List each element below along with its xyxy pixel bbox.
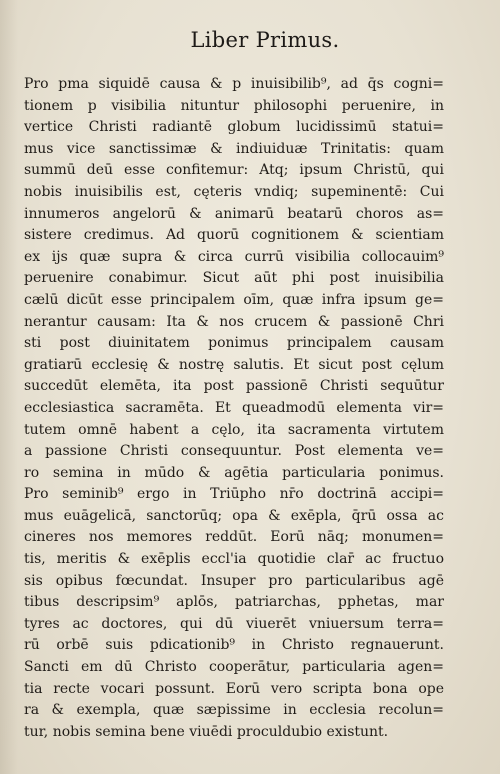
text-line: sti post diuinitatem ponimus principalem causam: [24, 335, 444, 352]
text-line: tis, meritis & exēplis eccl'ia quotidie clar̄ ac fructuo: [24, 551, 444, 568]
text-line: tibus descripsim⁹ aplōs, patriarchas, pphetas, mar: [24, 594, 444, 611]
text-line: nobis inuisibilis est, cęteris vndiq; supeminentē: Cui: [24, 183, 444, 200]
text-line: tutem omnē habent a cęlo, ita sacramenta virtutem: [24, 421, 444, 438]
text-line: summū deū esse confitemur: Atq; ipsum Christū, qui: [24, 162, 444, 179]
running-head: Liber Primus.: [190, 28, 340, 52]
text-line: Pro pma siquidē causa & p inuisibilib⁹, ad q̄s cogni=: [24, 76, 444, 92]
text-line: ex ijs quæ supra & circa currū visibilia collocauim⁹: [24, 248, 444, 265]
text-line: mus euāgelicā, sanctorūq; opa & exēpla, q̄rū ossa ac: [24, 507, 444, 524]
text-line: a passione Christi consequuntur. Post elementa ve=: [24, 443, 444, 460]
text-block: [24, 74, 444, 743]
text-line: tyres ac doctores, qui dū viuerēt vniuersum terra=: [24, 615, 444, 632]
text-line: ra & exempla, quæ sæpissime in ecclesia recolun=: [24, 702, 444, 719]
text-line: peruenire conabimur. Sicut aūt phi post inuisibilia: [24, 270, 444, 287]
text-line: sistere credimus. Ad quorū cognitionem & scientiam: [24, 227, 444, 244]
text-line: cælū dicūt esse principalem oīm, quæ infra ipsum ge=: [24, 291, 444, 308]
text-line: innumeros angelorū & animarū beatarū choros as=: [24, 205, 444, 222]
text-line: gratiarū ecclesię & nostrę salutis. Et sicut post cęlum: [24, 356, 444, 373]
text-line: Sancti em dū Christo cooperātur, particularia agen=: [24, 659, 444, 676]
text-line: mus vice sanctissimæ & indiuiduæ Trinitatis: quam: [24, 140, 444, 157]
text-line: rū orbē suis pdicationib⁹ in Christo regnauerunt.: [24, 637, 444, 654]
text-line: tia recte vocari possunt. Eorū vero scripta bona ope: [24, 680, 444, 697]
text-line: sis opibus fœcundat. Insuper pro particularibus agē: [24, 572, 444, 589]
text-line: vertice Christi radiantē globum lucidissimū statui=: [24, 119, 444, 136]
text-line: ecclesiastica sacramēta. Et queadmodū elementa vir=: [24, 399, 444, 416]
text-line: succedūt elemēta, ita post passionē Christi sequūtur: [24, 378, 444, 395]
text-line: cineres nos memores reddūt. Eorū nāq; monumen=: [24, 529, 444, 546]
text-line: tionem p visibilia nituntur philosophi peruenire, in: [24, 97, 444, 114]
text-line: tur, nobis semina bene viuēdi proculdubio existunt.: [24, 723, 389, 740]
text-line: Pro seminib⁹ ergo in Triūpho nr̄o doctrinā accipi=: [24, 486, 444, 503]
text-line: nerantur causam: Ita & nos crucem & passionē Chri: [24, 313, 444, 330]
text-line: ro semina in mūdo & agētia particularia ponimus.: [24, 464, 444, 481]
